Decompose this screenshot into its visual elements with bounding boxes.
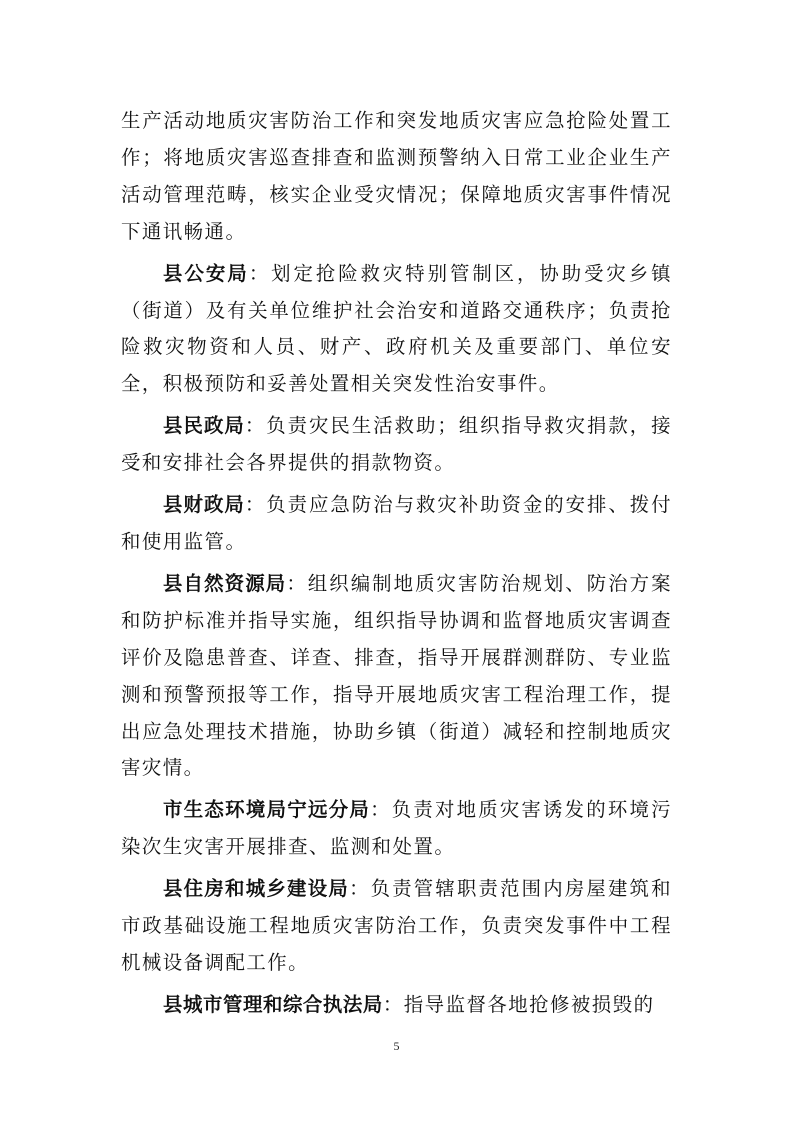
paragraph-lead: 县财政局 <box>163 493 245 517</box>
paragraph-text: ：组织编制地质灾害防治规划、防治方案和防护标准并指导实施，组织指导协调和监督地质灾害调查评价及隐患普查、详查、排查，指导开展群测群防、专业监测和预警预报等工作，指导开展地质灾害工程治理工作，提出应急处理技术措施，协助乡镇（街道）减轻和控制地质灾害灾情。 <box>121 571 672 780</box>
paragraph-text: ：划定抢险救灾特别管制区，协助受灾乡镇（街道）及有关单位维护社会治安和道路交通秩序；负责抢险救灾物资和人员、财产、政府机关及重要部门、单位安全，积极预防和妥善处置相关突发性治安事件。 <box>121 261 673 396</box>
paragraph-lead: 县公安局 <box>163 261 249 285</box>
paragraph-public-security-bureau <box>121 256 672 404</box>
paragraph-text: ：负责管辖职责范围内房屋建筑和市政基础设施工程地质灾害防治工作，负责突发事件中工程机械设备调配工作。 <box>121 877 673 974</box>
paragraph-text: ：负责应急防治与救灾补助资金的安排、拨付和使用监管。 <box>121 493 673 553</box>
paragraph-lead: 县住房和城乡建设局 <box>163 877 350 901</box>
paragraph-text: ：负责灾民生活救助；组织指导救灾捐款，接受和安排社会各界提供的捐款物资。 <box>121 414 673 475</box>
paragraph-housing-construction-bureau <box>121 871 672 982</box>
paragraph-continuation <box>121 103 672 251</box>
paragraph-urban-management-bureau <box>121 987 672 1024</box>
paragraph-natural-resources-bureau <box>121 566 672 787</box>
paragraph-lead: 县民政局 <box>163 414 245 438</box>
document-body <box>121 103 672 1029</box>
paragraph-lead: 市生态环境局宁远分局 <box>163 798 371 822</box>
paragraph-lead: 县自然资源局 <box>163 571 287 595</box>
paragraph-finance-bureau <box>121 487 672 561</box>
paragraph-text: ：负责对地质灾害诱发的环境污染次生灾害开展排查、监测和处置。 <box>121 798 673 859</box>
paragraph-text: 生产活动地质灾害防治工作和突发地质灾害应急抢险处置工作；将地质灾害巡查排查和监测预警纳入日常工业企业生产活动管理范畴，核实企业受灾情况；保障地质灾害事件情况下通讯畅通。 <box>121 109 672 243</box>
page-number: 5 <box>393 1039 400 1053</box>
paragraph-text: ：指导监督各地抢修被损毁的 <box>382 992 655 1016</box>
paragraph-ecology-environment-branch <box>121 792 672 866</box>
paragraph-lead: 县城市管理和综合执法局 <box>163 992 383 1016</box>
paragraph-civil-affairs-bureau <box>121 408 672 482</box>
